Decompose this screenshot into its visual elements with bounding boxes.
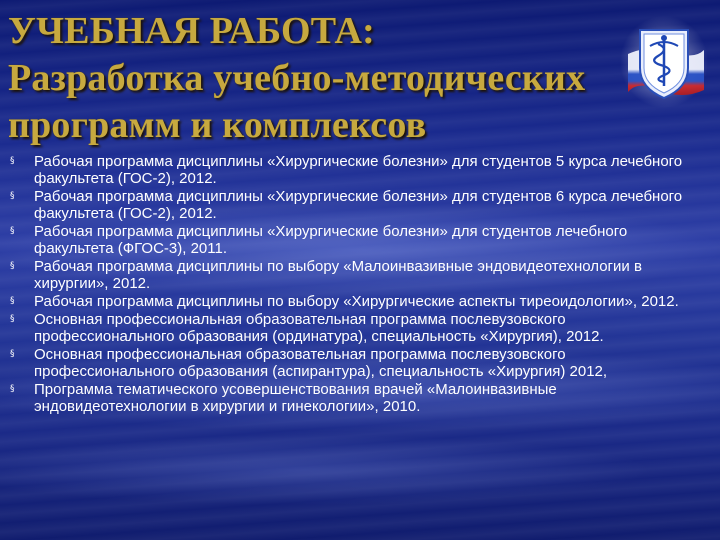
slide-title: [8, 8, 618, 149]
list-item: [10, 311, 690, 345]
list-item-text: Основная профессиональная образовательная программа послевузовского профессионального образования (ординатура), специальность «Хирургия), 2012.: [34, 311, 604, 345]
list-item: [10, 381, 690, 415]
bullet-icon: §: [10, 191, 15, 201]
bullet-icon: §: [10, 314, 15, 324]
list-item-text: Рабочая программа дисциплины «Хирургические болезни» для студентов 5 курса лечебного факультета (ГОС-2), 2012.: [34, 153, 683, 187]
list-item: [10, 188, 690, 222]
title-line-1: УЧЕБНАЯ РАБОТА:: [8, 10, 375, 52]
list-item-text: Рабочая программа дисциплины по выбору «Хирургические аспекты тиреоидологии», 2012.: [34, 293, 679, 310]
title-line-3: программ и комплексов: [8, 104, 427, 146]
bullet-icon: §: [10, 349, 15, 359]
list-item-text: Основная профессиональная образовательная программа послевузовского профессионального образования (аспирантура), специальность «Хирургия) 2012,: [34, 346, 608, 380]
bullet-icon: §: [10, 156, 15, 166]
bullet-icon: §: [10, 296, 15, 306]
bullet-icon: §: [10, 261, 15, 271]
list-item: [10, 153, 690, 187]
list-item-text: Рабочая программа дисциплины по выбору «Малоинвазивные эндовидеотехнологии в хирургии», 2012.: [34, 258, 642, 292]
list-item-text: Рабочая программа дисциплины «Хирургические болезни» для студентов лечебного факультета (ФГОС-3), 2011.: [34, 223, 628, 257]
list-item-text: Программа тематического усовершенствования врачей «Малоинвазивные эндовидеотехнологии в хирургии и гинекологии», 2010.: [34, 381, 557, 415]
list-item-text: Рабочая программа дисциплины «Хирургические болезни» для студентов 6 курса лечебного факультета (ГОС-2), 2012.: [34, 188, 683, 222]
title-line-2: Разработка учебно-методических: [8, 57, 586, 99]
list-item: [10, 258, 690, 292]
bullet-icon: §: [10, 384, 15, 394]
list-item: [10, 293, 690, 310]
list-item: [10, 346, 690, 380]
medical-university-emblem-icon: [620, 16, 708, 108]
bullet-icon: §: [10, 226, 15, 236]
program-list: [10, 153, 690, 416]
list-item: [10, 223, 690, 257]
